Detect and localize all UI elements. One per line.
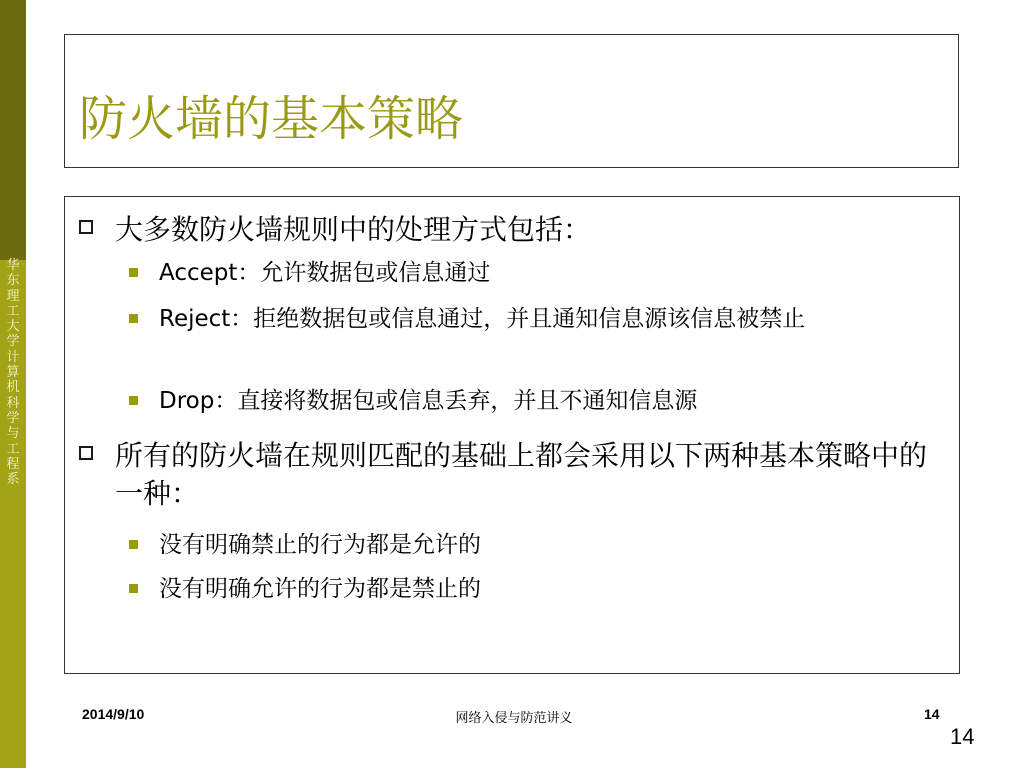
sub-bullet-item-1-1 (129, 257, 949, 289)
square-bullet-icon (129, 584, 138, 593)
hollow-square-bullet-icon (79, 446, 93, 460)
sidebar-top-band (0, 0, 26, 260)
hollow-square-bullet-icon (79, 220, 93, 234)
sub-bullet-text: 没有明确禁止的行为都是允许的 (159, 532, 481, 558)
footer-slide-number: 14 (924, 706, 940, 722)
footer-course-title: 网络入侵与防范讲义 (455, 711, 573, 726)
bullet-text: 大多数防火墙规则中的处理方式包括： (115, 213, 592, 246)
title-box (64, 34, 959, 168)
footer-date: 2014/9/10 (82, 706, 145, 722)
sub-bullet-text: Drop：直接将数据包或信息丢弃，并且不通知信息源 (159, 388, 698, 414)
sub-bullet-item-1-3 (129, 385, 949, 417)
square-bullet-icon (129, 540, 138, 549)
sub-bullet-item-2-2 (129, 573, 949, 605)
sidebar-department-text: 华东理工大学计算机科学与工程系 (6, 258, 20, 488)
square-bullet-icon (129, 268, 138, 277)
sub-bullet-text: Accept：允许数据包或信息通过 (159, 260, 491, 286)
sub-bullet-text: Reject：拒绝数据包或信息通过，并且通知信息源该信息被禁止 (159, 306, 806, 332)
slide-title: 防火墙的基本策略 (79, 91, 464, 147)
bullet-item-1 (79, 211, 949, 249)
square-bullet-icon (129, 314, 138, 323)
sub-bullet-item-1-2 (129, 303, 949, 335)
content-box (64, 196, 960, 674)
sub-bullet-item-2-1 (129, 529, 949, 561)
page-number: 14 (950, 724, 975, 749)
square-bullet-icon (129, 396, 138, 405)
sub-bullet-text: 没有明确允许的行为都是禁止的 (159, 576, 481, 602)
bullet-item-2 (79, 437, 949, 513)
bullet-text: 所有的防火墙在规则匹配的基础上都会采用以下两种基本策略中的一种： (115, 439, 928, 510)
